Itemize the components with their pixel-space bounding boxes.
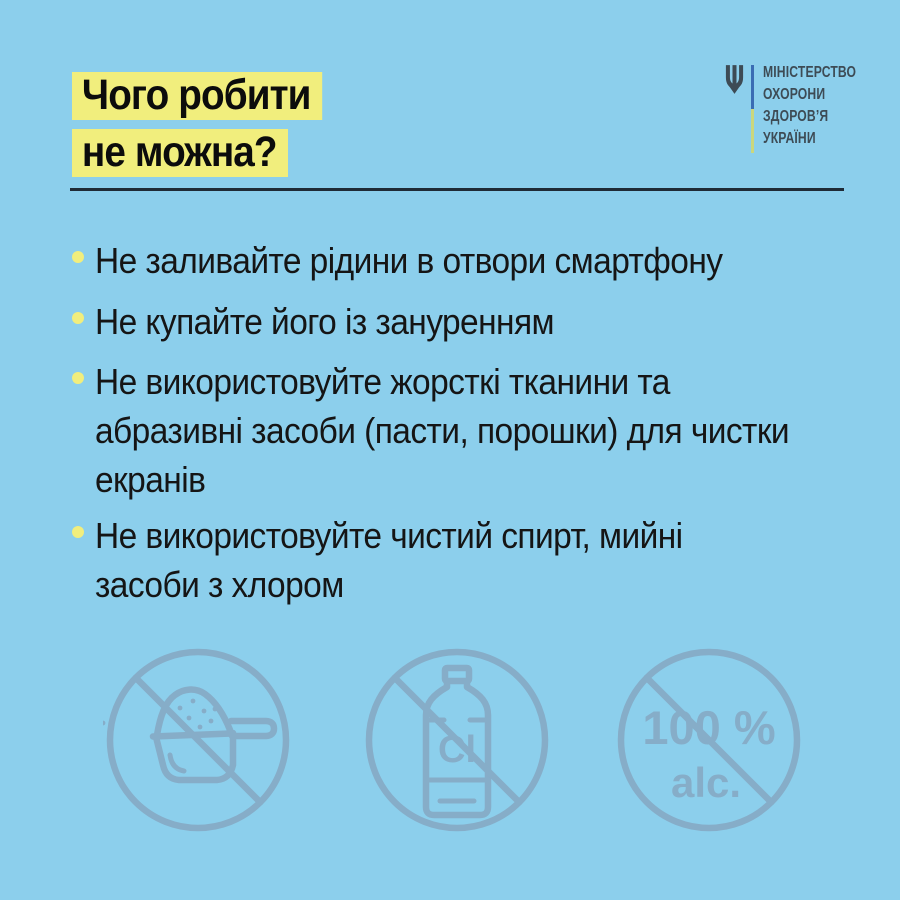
ministry-name-line3: ЗДОРОВ’Я — [763, 108, 829, 125]
ministry-name-line2: ОХОРОНИ — [763, 86, 826, 103]
ministry-name — [763, 62, 856, 150]
rule-4-line2: засоби з хлором — [95, 564, 344, 605]
page-title-line1: Чого робити — [72, 72, 322, 120]
prohibition-icons-row — [0, 645, 900, 835]
rule-3-line1: Не використовуйте жорсткі тканини та — [95, 361, 670, 402]
bullet-icon — [72, 372, 84, 384]
bullet-icon — [72, 312, 84, 324]
no-abrasive-powder-icon — [103, 645, 293, 835]
logo-flag-bar — [751, 65, 754, 153]
page-title — [72, 72, 350, 186]
no-pure-alcohol-icon — [614, 645, 804, 835]
ministry-name-line1: МІНІСТЕРСТВО — [763, 64, 857, 81]
chlorine-label: Cl — [438, 729, 476, 771]
ministry-of-health-logo — [724, 60, 886, 153]
bullet-icon — [72, 526, 84, 538]
rule-1-line1: Не заливайте рідини в отвори смартфону — [95, 240, 723, 281]
rule-2-line1: Не купайте його із зануренням — [95, 301, 555, 342]
rule-3-line3: екранів — [95, 459, 206, 500]
rule-4-line1: Не використовуйте чистий спирт, мийні — [95, 515, 683, 556]
trident-icon — [724, 60, 745, 101]
bullet-icon — [72, 251, 84, 263]
ministry-name-line4: УКРАЇНИ — [763, 130, 816, 147]
list-item — [72, 357, 841, 504]
title-divider-line — [70, 188, 844, 191]
list-item — [72, 511, 727, 609]
list-item — [72, 236, 770, 285]
alcohol-alc-label: alc. — [670, 759, 742, 806]
rule-3-line2: абразивні засоби (пасти, порошки) для чистки — [95, 410, 790, 451]
alcohol-percent-label: 100 % — [642, 701, 776, 754]
no-chlorine-bottle-icon — [362, 645, 552, 835]
logo-bar-blue — [751, 65, 754, 109]
page-title-line2: не можна? — [72, 129, 288, 177]
logo-bar-yellow — [751, 109, 754, 153]
list-item — [72, 297, 589, 346]
